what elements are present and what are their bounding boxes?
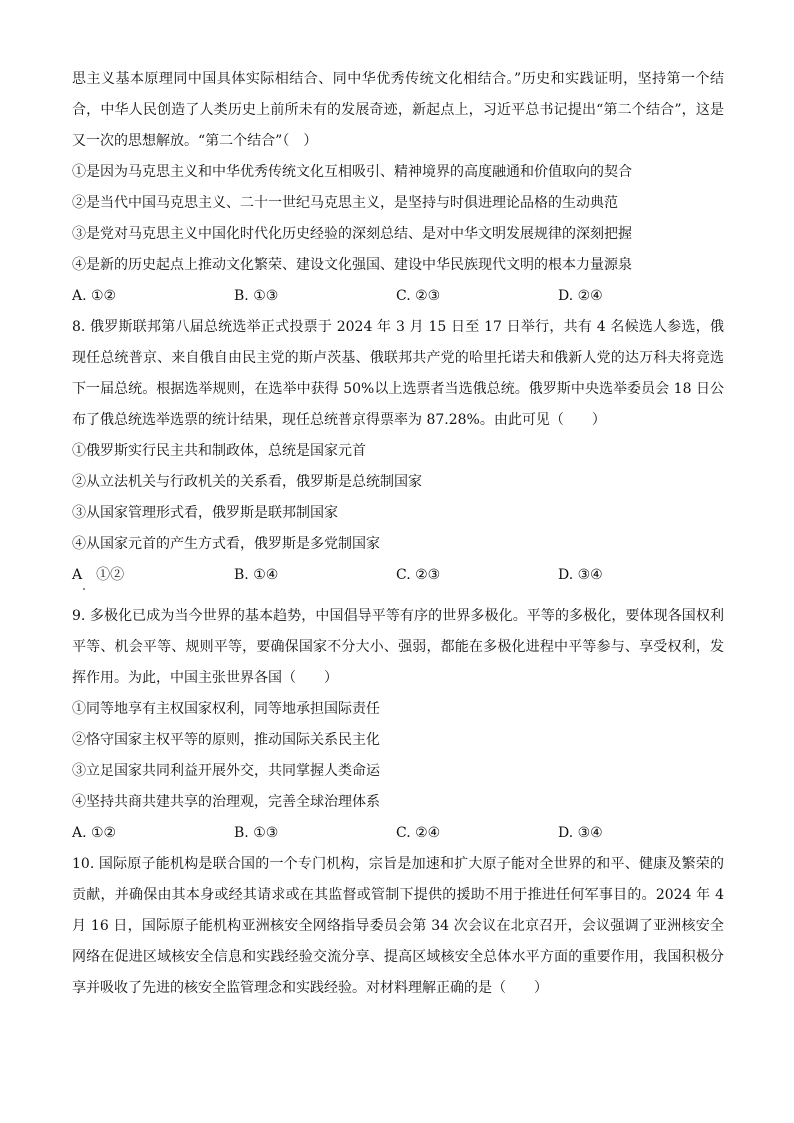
question-8-choice-b: B. ①④ [234, 567, 279, 583]
question-9-choices [72, 818, 724, 849]
question-9-choice-d: D. ③④ [558, 825, 603, 841]
question-8-stem: 8. 俄罗斯联邦第八届总统选举正式投票于 2024 年 3 月 15 日至 17 日举行，共有 4 名候选人参选，俄现任总统普京、来自俄自由民主党的斯卢茨基、俄联邦共产党的哈里托诺夫和俄新人党的达万科夫将竞选下一届总统。根据选举规则，在选举中获得 50%以上选票者当选俄总统。俄罗斯中央选举委员会 18 日公布了俄总统选举选票的统计结果，现任总统普京得票率为 87.28%。由此可见（ ） [72, 319, 724, 428]
question-8-choice-c: C. ②③ [396, 567, 441, 583]
question-8-option-3: ③从国家管理形式看，俄罗斯是联邦制国家 [72, 505, 338, 521]
question-9-choice-a: A. ①② [72, 825, 117, 841]
question-7-choice-c: C. ②③ [396, 288, 441, 304]
question-7-stem: 思主义基本原理同中国具体实际相结合、同中华优秀传统文化相结合。”历史和实践证明，坚持第一个结合，中华人民创造了人类历史上前所未有的发展奇迹，新起点上，习近平总书记提出“第二个结合”，这是又一次的思想解放。“第二个结合”（ ） [72, 71, 724, 149]
question-7-option-1: ①是因为马克思主义和中华优秀传统文化互相吸引、精神境界的高度融通和价值取向的契合 [72, 164, 632, 180]
question-9-option-4: ④坚持共商共建共享的治理观，完善全球治理体系 [72, 794, 380, 810]
question-7-option-2: ②是当代中国马克思主义、二十一世纪马克思主义，是坚持与时俱进理论品格的生动典范 [72, 195, 618, 211]
question-7-option-4: ④是新的历史起点上推动文化繁荣、建设文化强国、建设中华民族现代文明的根本力量源泉 [72, 257, 632, 273]
question-7-choice-d: D. ②④ [558, 288, 603, 304]
question-8-option-1: ①俄罗斯实行民主共和制政体，总统是国家元首 [72, 443, 366, 459]
question-8-choice-a: A ①② [72, 567, 125, 583]
question-9-choice-c: C. ②④ [396, 825, 441, 841]
question-9-choice-b: B. ①③ [234, 825, 279, 841]
question-9 [72, 601, 724, 849]
question-8-choices [72, 560, 724, 591]
question-9-option-1: ①同等地享有主权国家权利，同等地承担国际责任 [72, 701, 380, 717]
question-7-option-3: ③是党对马克思主义中国化时代化历史经验的深刻总结、是对中华文明发展规律的深刻把握 [72, 226, 632, 242]
question-9-option-2: ②恪守国家主权平等的原则，推动国际关系民主化 [72, 732, 380, 748]
question-8-option-4: ④从国家元首的产生方式看，俄罗斯是多党制国家 [72, 536, 380, 552]
question-7-choice-a: A. ①② [72, 288, 117, 304]
question-7 [72, 64, 724, 312]
question-7-choice-b: B. ①③ [234, 288, 279, 304]
question-10-stem: 10. 国际原子能机构是联合国的一个专门机构，宗旨是加速和扩大原子能对全世界的和平、健康及繁荣的贡献，并确保由其本身或经其请求或在其监督或管制下提供的援助不用于推进任何军事目的。2024 年 4 月 16 日，国际原子能机构亚洲核安全网络指导委员会第 34 次会议在北京召开，会议强调了亚洲核安全网络在促进区域核安全信息和实践经验交流分享、提高区域核安全总体水平方面的重要作用，我国积极分享并吸收了先进的核安全监管理念和实践经验。对材料理解正确的是（ ） [72, 856, 724, 996]
question-8-choice-d: D. ③④ [558, 567, 603, 583]
question-spacer [72, 591, 724, 601]
question-8-option-2: ②从立法机关与行政机关的关系看，俄罗斯是总统制国家 [72, 474, 422, 490]
question-9-stem: 9. 多极化已成为当今世界的基本趋势，中国倡导平等有序的世界多极化。平等的多极化，要体现各国权利平等、机会平等、规则平等，要确保国家不分大小、强弱，都能在多极化进程中平等参与、享受权利，发挥作用。为此，中国主张世界各国（ ） [72, 608, 724, 686]
question-7-choices [72, 281, 724, 312]
page-content [72, 64, 724, 1004]
question-9-option-3: ③立足国家共同利益开展外交，共同掌握人类命运 [72, 763, 380, 779]
question-10 [72, 849, 724, 1004]
question-8 [72, 312, 724, 591]
scan-speck [83, 588, 85, 590]
